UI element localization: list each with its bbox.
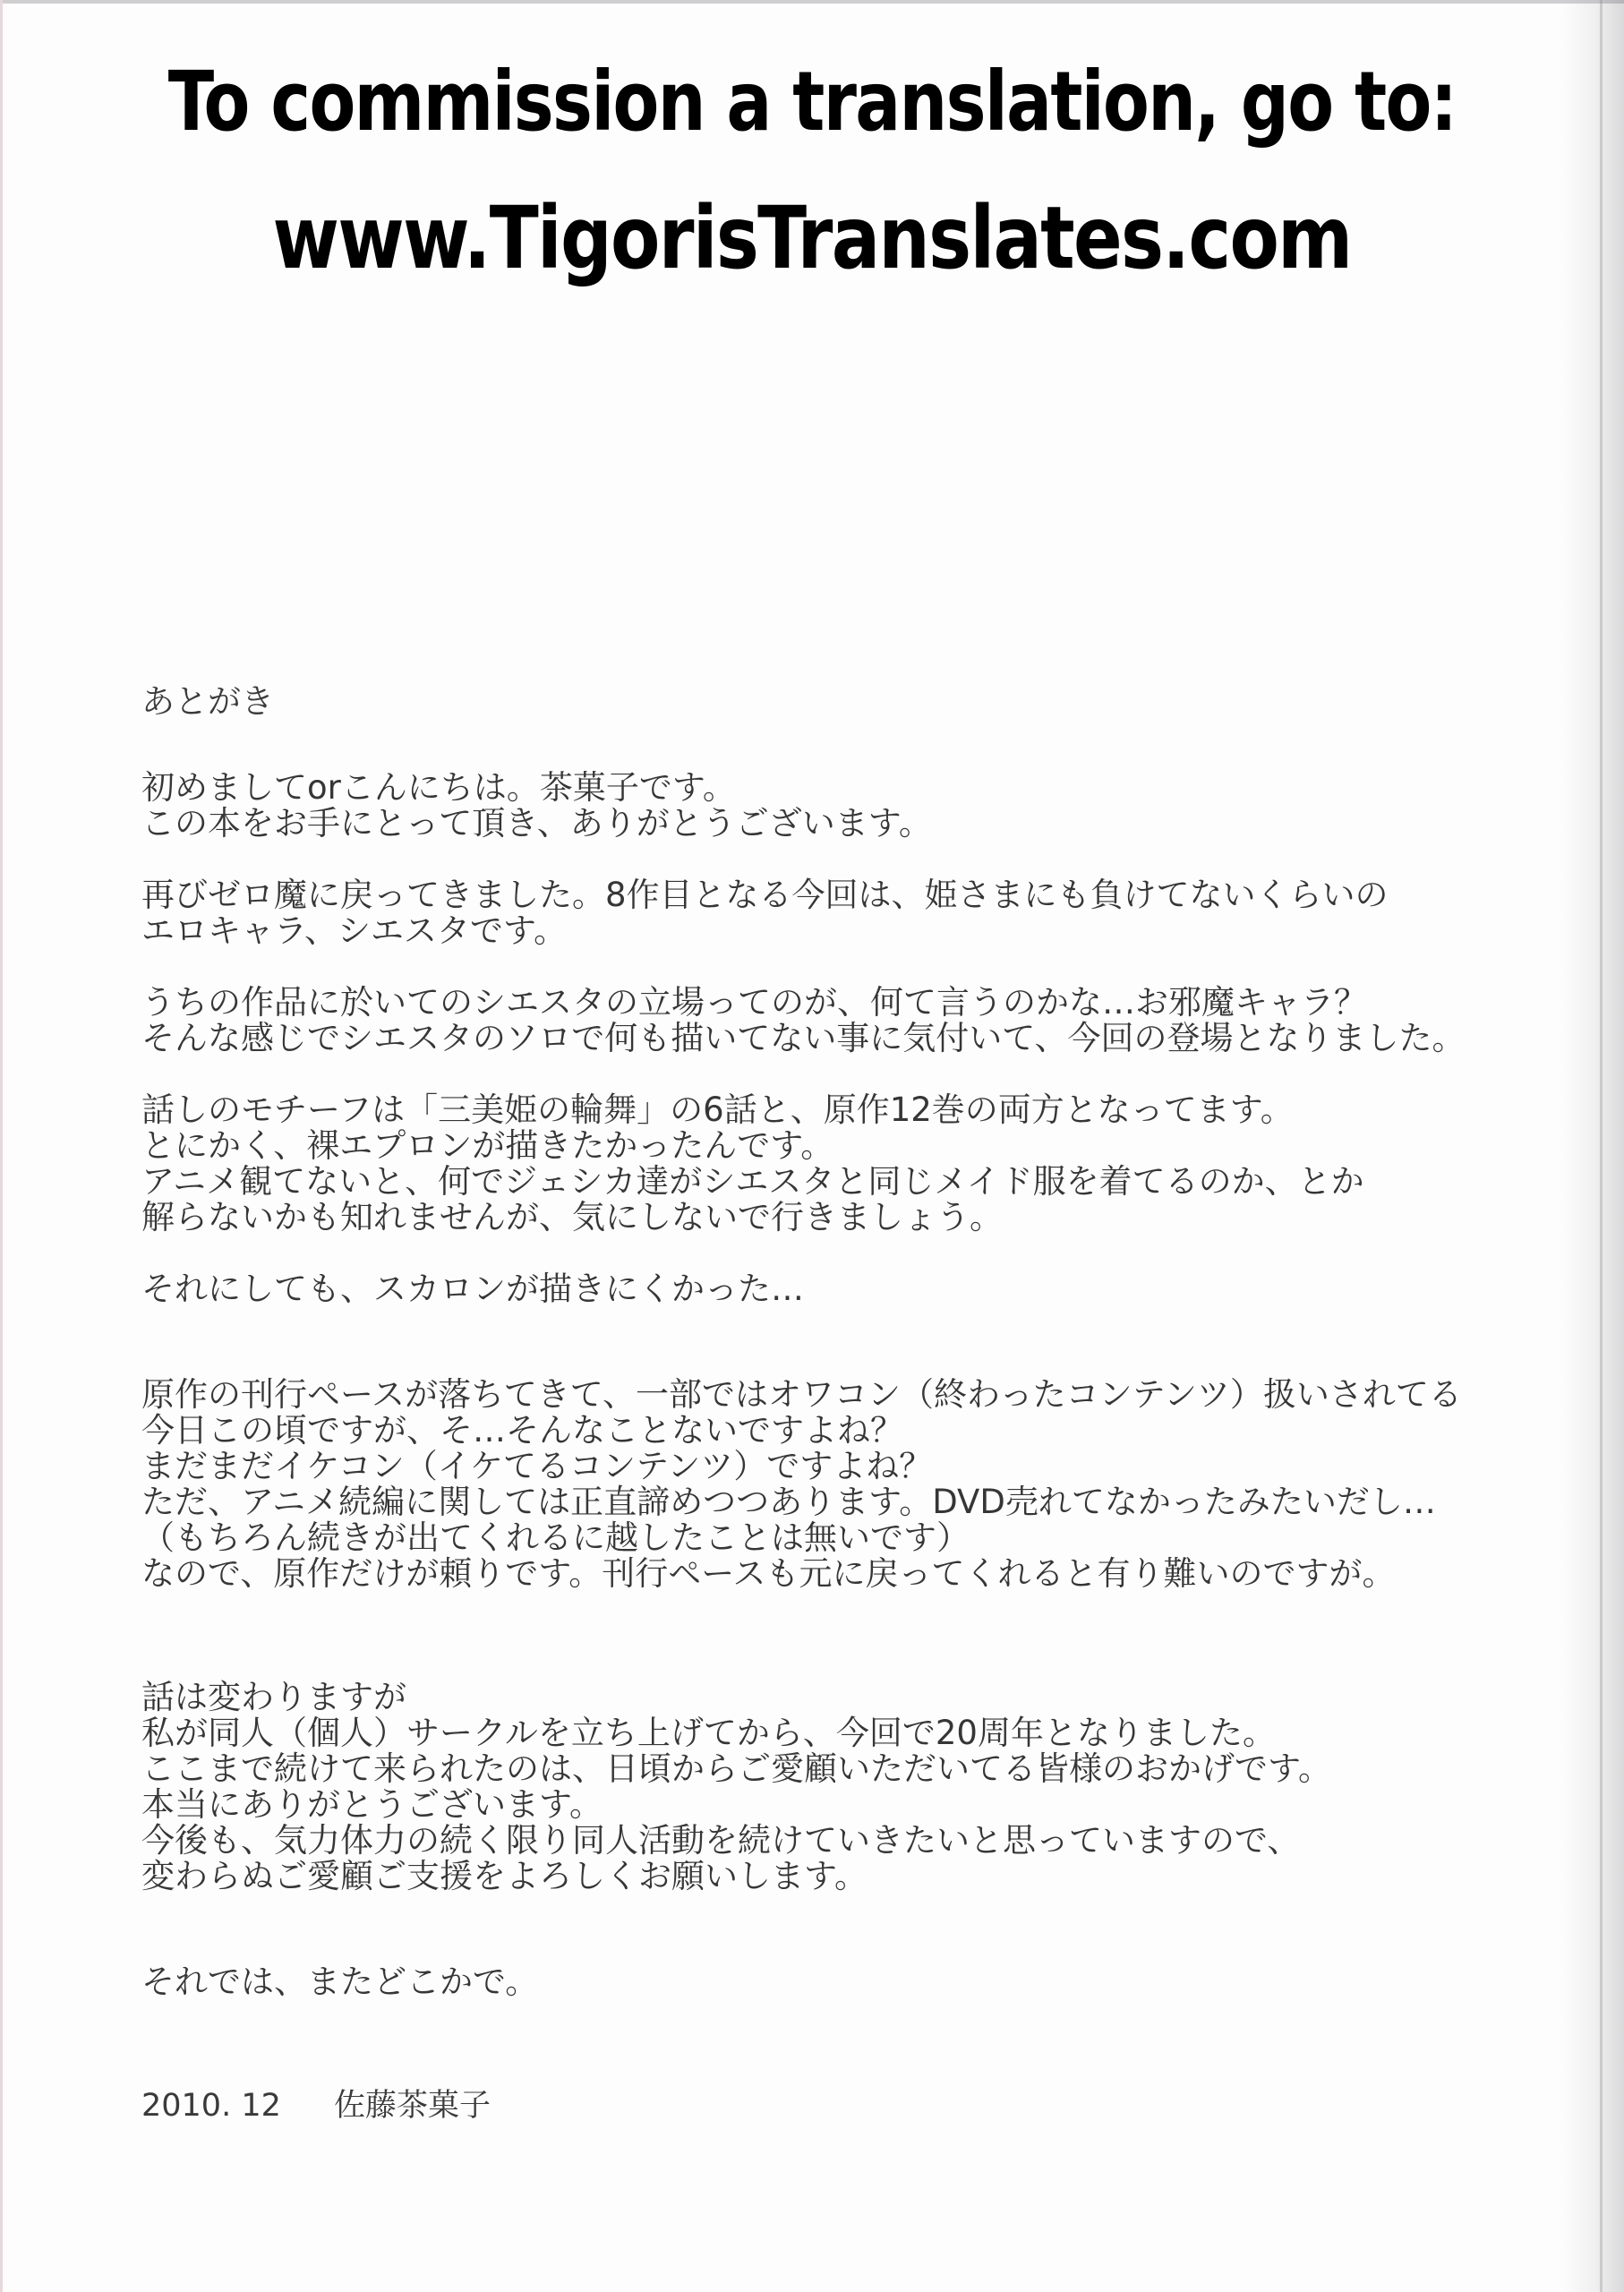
paragraph-line: 話は変わりますが xyxy=(141,1678,406,1716)
paragraph-line: まだまだイケコン（イケてるコンテンツ）ですよね？ xyxy=(141,1447,933,1485)
paragraph-line: （もちろん続きが出てくれるに越したことは無いです） xyxy=(141,1518,970,1557)
paragraph-return xyxy=(141,877,1520,949)
paragraph-line: それにしても、スカロンが描きにくかった… xyxy=(141,1270,804,1308)
paragraph-line: 話しのモチーフは「三美姫の輪舞」の6話と、原作12巻の両方となってます。 xyxy=(141,1090,1294,1129)
signature-date: 2010. 12 xyxy=(141,2088,281,2124)
page-top-edge xyxy=(0,0,1624,4)
paragraph-line: 変わらぬご愛顧ご支援をよろしくお願いします。 xyxy=(141,1857,868,1895)
paragraph-line: 本当にありがとうございます。 xyxy=(141,1785,603,1824)
paragraph-line: アニメ観てないと、何でジェシカ達がシエスタと同じメイド服を着てるのか、とか xyxy=(141,1162,1364,1201)
paragraph-line: 初めましてorこんにちは。茶菓子です。 xyxy=(141,768,736,807)
translation-banner-line-1: To commission a translation, go to: xyxy=(167,54,1457,150)
paragraph-line: 原作の刊行ペースが落ちてきて、一部ではオワコン（終わったコンテンツ）扱いされてる xyxy=(141,1375,1462,1414)
paragraph-motif xyxy=(141,1092,1520,1236)
paragraph-line: この本をお手にとって頂き、ありがとうございます。 xyxy=(141,804,932,842)
paragraph-scarron xyxy=(141,1271,1520,1307)
signature xyxy=(141,2088,1520,2124)
paragraph-line: 今日この頃ですが、そ…そんなことないですよね？ xyxy=(141,1411,903,1450)
page-left-edge xyxy=(0,0,3,2292)
afterword-section xyxy=(141,680,1520,2124)
paragraph-line: うちの作品に於いてのシエスタの立場ってのが、何て言うのかな…お邪魔キャラ？ xyxy=(141,983,1367,1022)
paragraph-line: 私が同人（個人）サークルを立ち上げてから、今回で20周年となりました。 xyxy=(141,1714,1276,1752)
paragraph-line: エロキャラ、シエスタです。 xyxy=(141,911,568,950)
paragraph-siesta-role xyxy=(141,985,1520,1056)
translation-banner-url: www.TigorisTranslates.com xyxy=(272,188,1352,288)
page-right-edge xyxy=(1600,0,1603,2292)
paragraph-line: 再びゼロ魔に戻ってきました。8作目となる今回は、姫さまにも負けてないくらいの xyxy=(141,876,1389,914)
paragraph-anniversary xyxy=(141,1680,1520,1894)
paragraph-greeting xyxy=(141,770,1520,842)
paragraph-line: 解らないかも知れませんが、気にしないで行きましょう。 xyxy=(141,1198,1003,1236)
paragraph-line: それでは、またどこかで。 xyxy=(141,1963,539,2001)
page-binding-shadow xyxy=(1561,0,1624,2292)
paragraph-line: そんな感じでシエスタのソロで何も描いてない事に気付いて、今回の登場となりました。 xyxy=(141,1019,1466,1057)
afterword-heading: あとがき xyxy=(141,682,274,721)
paragraph-line: 今後も、気力体力の続く限り同人活動を続けていきたいと思っていますので、 xyxy=(141,1821,1301,1860)
paragraph-line: ここまで続けて来られたのは、日頃からご愛顧いただいてる皆様のおかげです。 xyxy=(141,1749,1332,1788)
paragraph-line: なので、原作だけが頼りです。刊行ペースも元に戻ってくれると有り難いのですが。 xyxy=(141,1554,1396,1593)
paragraph-farewell xyxy=(141,1964,1520,2000)
paragraph-publication-pace xyxy=(141,1377,1520,1592)
paragraph-line: とにかく、裸エプロンが描きたかったんです。 xyxy=(141,1126,834,1165)
signature-author: 佐藤茶菓子 xyxy=(334,2088,491,2124)
paragraph-line: ただ、アニメ続編に関しては正直諦めつつあります。DVD売れてなかったみたいだし… xyxy=(141,1483,1436,1521)
